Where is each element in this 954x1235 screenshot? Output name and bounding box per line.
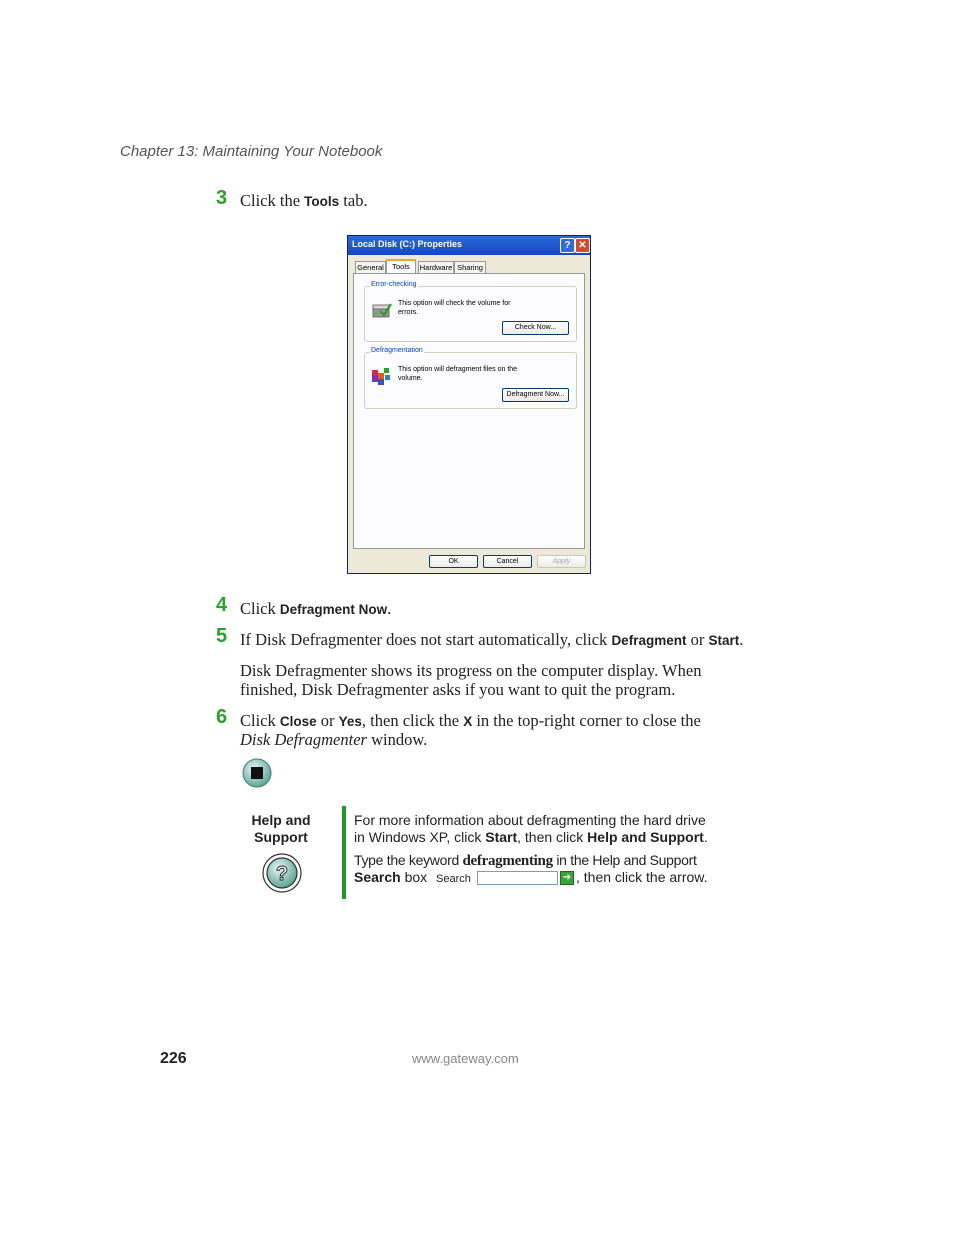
search-input[interactable] <box>477 871 558 885</box>
tip-heading-line-2: Support <box>254 829 308 845</box>
disk-check-icon <box>371 301 393 321</box>
step-6-mid2: , then click the <box>361 711 464 730</box>
step-5-ui-start: Start <box>708 633 740 648</box>
close-titlebar-button[interactable]: ✕ <box>575 238 590 253</box>
tip-paragraph-1-line-1: For more information about defragmenting the hard drive <box>354 812 706 828</box>
footer-url: www.gateway.com <box>412 1051 519 1066</box>
tab-general[interactable]: General <box>355 261 386 273</box>
step-6-line2-post: window. <box>366 730 428 749</box>
tip-p2-end: , then click the arrow. <box>576 869 708 885</box>
tip-paragraph-1-line-2 <box>354 829 708 846</box>
stop-icon <box>242 758 272 788</box>
step-5-paragraph-line-1: Disk Defragmenter shows its progress on the computer display. When <box>240 661 702 680</box>
arrow-go-icon[interactable]: ➔ <box>560 871 574 885</box>
error-checking-group <box>364 281 577 342</box>
step-3-text <box>240 191 368 211</box>
step-number-5: 5 <box>216 625 228 647</box>
cancel-button[interactable]: Cancel <box>483 555 532 568</box>
step-3-pre: Click the <box>240 191 305 210</box>
ok-button[interactable]: OK <box>429 555 478 568</box>
tip-p1-pre: in Windows XP, click <box>354 829 486 845</box>
tip-paragraph-2-line-1 <box>354 852 697 870</box>
help-titlebar-button[interactable]: ? <box>560 238 575 253</box>
step-6-pre: Click <box>240 711 280 730</box>
step-4-text <box>240 599 391 619</box>
step-6-ui-x: X <box>463 714 473 729</box>
tip-p2-keyword: defragmenting <box>462 853 553 869</box>
check-now-button[interactable]: Check Now... <box>502 321 569 335</box>
tip-paragraph-2-line-2 <box>354 869 427 886</box>
error-checking-text: This option will check the volume for errors. <box>398 300 511 316</box>
step-4-ui-defragment-now: Defragment Now <box>279 602 388 617</box>
step-number-4: 4 <box>216 594 228 616</box>
tip-p2-search: Search <box>354 869 401 885</box>
tip-p1-end: . <box>703 829 708 845</box>
step-6-line-1 <box>240 711 701 731</box>
step-5-pre: If Disk Defragmenter does not start automatically, click <box>240 630 612 649</box>
search-field-label: Search <box>436 873 471 885</box>
defragmentation-group <box>364 347 577 409</box>
tip-p1-start: Start <box>485 829 518 845</box>
step-5-ui-defragment: Defragment <box>611 633 687 648</box>
step-4-post: . <box>387 599 392 618</box>
help-icon <box>262 853 302 893</box>
tab-hardware[interactable]: Hardware <box>419 263 453 272</box>
step-4-pre: Click <box>240 599 280 618</box>
defragmentation-text: This option will defragment files on the volume. <box>398 366 518 382</box>
step-6-ui-close: Close <box>279 714 317 729</box>
apply-button[interactable]: Apply <box>537 555 586 568</box>
tools-panel <box>353 273 585 549</box>
step-6-mid1: or <box>316 711 339 730</box>
dialog-title: Local Disk (C:) Properties <box>352 239 463 249</box>
step-5-text <box>240 630 743 650</box>
step-5-paragraph-line-2: finished, Disk Defragmenter asks if you want to quit the program. <box>240 680 676 699</box>
svg-text:?: ? <box>275 863 289 885</box>
defragment-now-button[interactable]: Defragment Now... <box>502 388 569 402</box>
step-6-ui-yes: Yes <box>338 714 362 729</box>
help-and-support-heading <box>240 812 322 846</box>
defrag-icon <box>371 364 393 386</box>
chapter-header: Chapter 13: Maintaining Your Notebook <box>120 143 383 160</box>
step-5-post: . <box>739 630 744 649</box>
step-number-3: 3 <box>216 187 228 209</box>
tip-divider-bar <box>342 806 346 899</box>
tip-p1-mid: , then click <box>517 829 588 845</box>
tip-p2-box: box <box>400 869 428 885</box>
tip-p1-help: Help and Support <box>587 829 704 845</box>
dialog-titlebar <box>348 236 590 255</box>
step-6-disk-defragmenter: Disk Defragmenter <box>240 730 367 749</box>
tip-heading-line-1: Help and <box>251 812 311 828</box>
error-checking-title: Error-checking <box>371 281 417 288</box>
page-number: 226 <box>160 1050 187 1067</box>
step-6-post1: in the top-right corner to close the <box>472 711 701 730</box>
step-3-post: tab. <box>339 191 368 210</box>
tip-p2-pre: Type the keyword <box>354 852 463 868</box>
tab-tools[interactable]: Tools <box>386 259 416 275</box>
step-6-line-2 <box>240 730 427 749</box>
step-number-6: 6 <box>216 706 228 728</box>
defragmentation-title: Defragmentation <box>371 347 423 354</box>
tab-sharing[interactable]: Sharing <box>454 261 486 273</box>
tip-p2-post: in the Help and Support <box>552 852 697 868</box>
step-3-ui-tools: Tools <box>304 194 340 209</box>
step-5-mid: or <box>686 630 709 649</box>
local-disk-properties-dialog <box>347 235 591 574</box>
